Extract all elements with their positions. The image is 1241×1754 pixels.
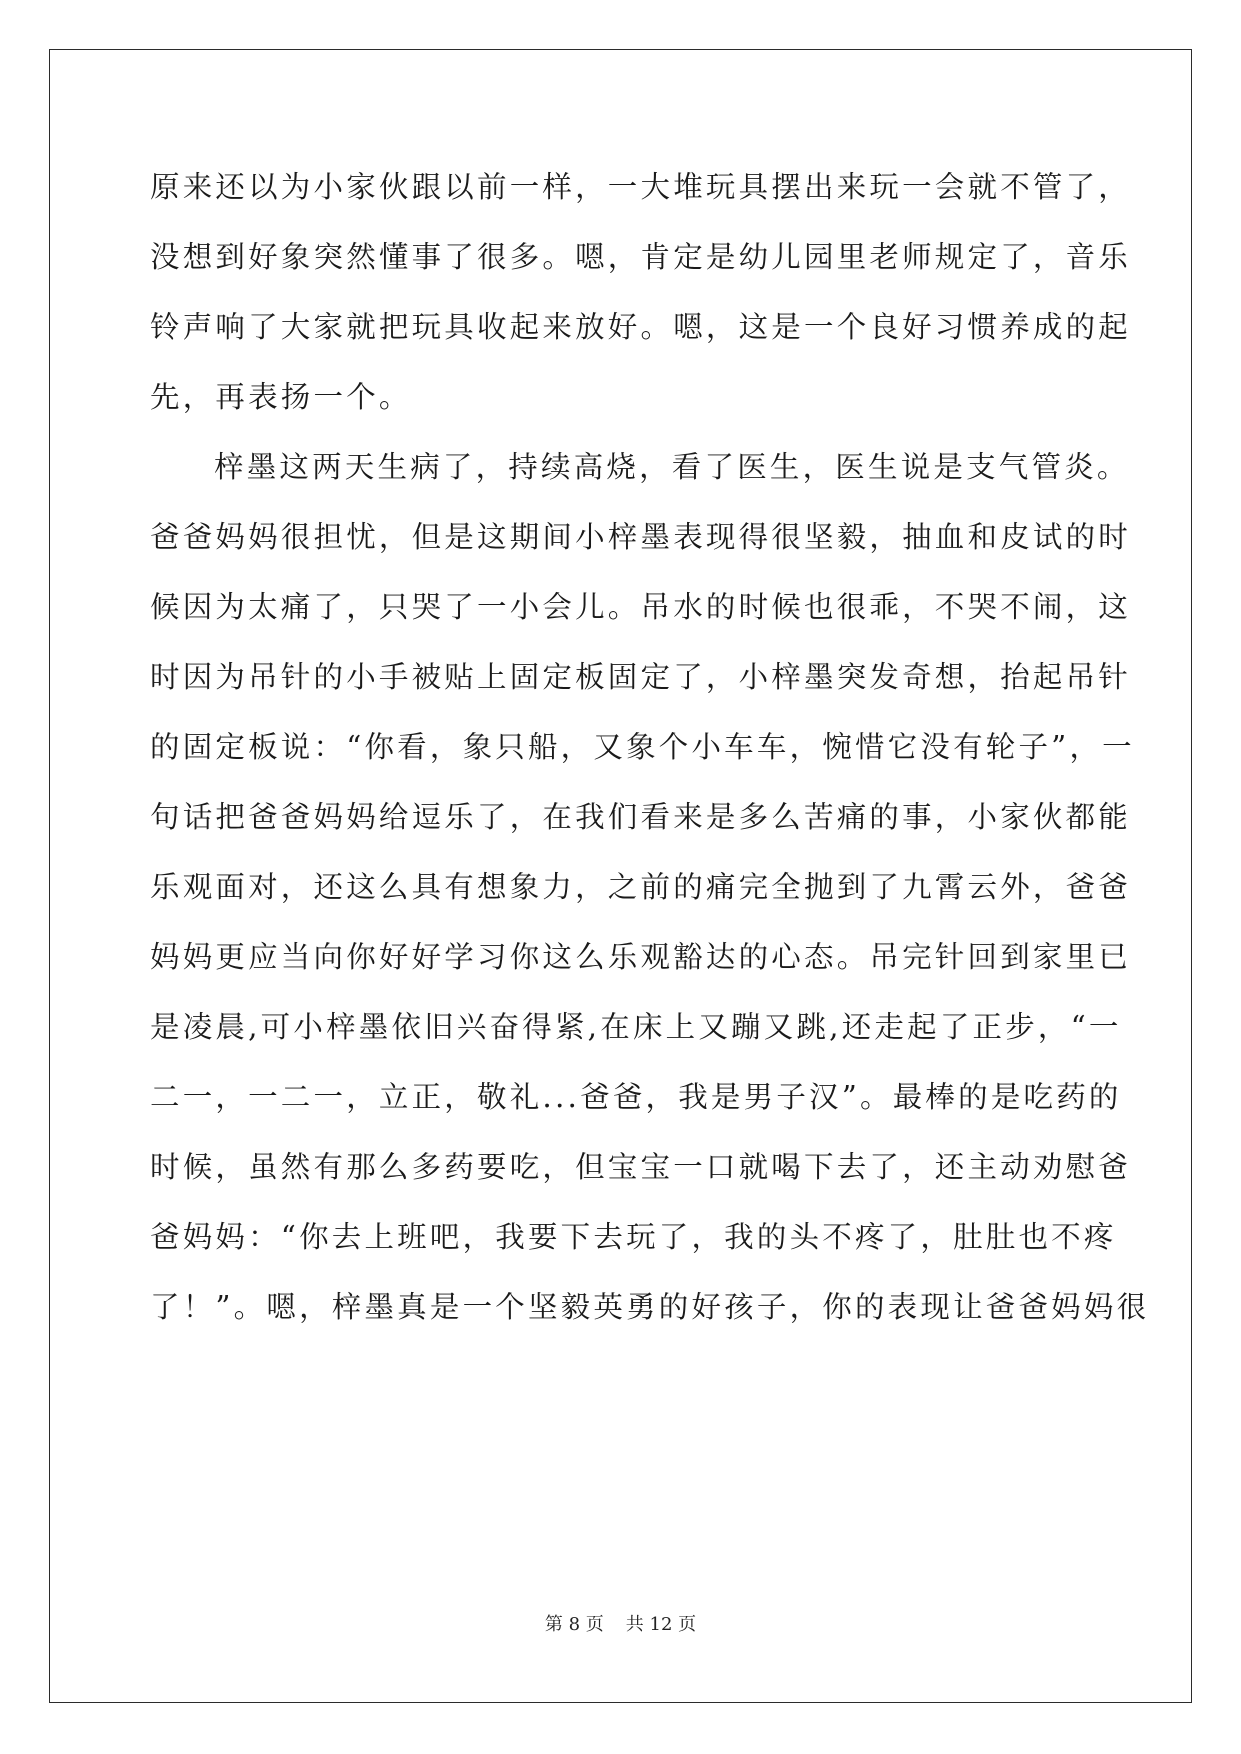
text-line: 了！”。嗯，梓墨真是一个坚毅英勇的好孩子，你的表现让爸爸妈妈很 <box>150 1290 1150 1324</box>
text-line: 原来还以为小家伙跟以前一样，一大堆玩具摆出来玩一会就不管了， <box>150 170 1132 204</box>
text-line: 铃声响了大家就把玩具收起来放好。嗯，这是一个良好习惯养成的起 <box>150 310 1132 344</box>
text-line: 候因为太痛了，只哭了一小会儿。吊水的时候也很乖，不哭不闹，这 <box>150 590 1132 624</box>
text-line: 妈妈更应当向你好好学习你这么乐观豁达的心态。吊完针回到家里已 <box>150 940 1132 974</box>
text-line: 爸妈妈：“你去上班吧，我要下去玩了，我的头不疼了，肚肚也不疼 <box>150 1220 1117 1254</box>
page-number: 第 8 页 <box>544 1614 604 1635</box>
page-total: 共 12 页 <box>625 1614 697 1635</box>
text-line: 爸爸妈妈很担忧，但是这期间小梓墨表现得很坚毅，抽血和皮试的时 <box>150 520 1132 554</box>
text-line: 的固定板说：“你看，象只船，又象个小车车，惋惜它没有轮子”，一 <box>150 730 1135 764</box>
paragraph-start-line: 梓墨这两天生病了，持续高烧，看了医生，医生说是支气管炎。 <box>214 450 1130 484</box>
text-line: 没想到好象突然懂事了很多。嗯，肯定是幼儿园里老师规定了，音乐 <box>150 240 1132 274</box>
text-line: 是凌晨,可小梓墨依旧兴奋得紧,在床上又蹦又跳,还走起了正步，“一 <box>150 1010 1122 1044</box>
text-line: 时因为吊针的小手被贴上固定板固定了，小梓墨突发奇想，抬起吊针 <box>150 660 1132 694</box>
text-line: 二一，一二一，立正，敬礼...爸爸，我是男子汉”。最棒的是吃药的 <box>150 1080 1122 1114</box>
text-line: 先，再表扬一个。 <box>150 380 412 414</box>
page-footer <box>0 1610 1241 1636</box>
text-line: 乐观面对，还这么具有想象力，之前的痛完全抛到了九霄云外，爸爸 <box>150 870 1132 904</box>
body-text <box>150 152 1150 1342</box>
text-line: 句话把爸爸妈妈给逗乐了，在我们看来是多么苦痛的事，小家伙都能 <box>150 800 1132 834</box>
text-line: 时候，虽然有那么多药要吃，但宝宝一口就喝下去了，还主动劝慰爸 <box>150 1150 1132 1184</box>
